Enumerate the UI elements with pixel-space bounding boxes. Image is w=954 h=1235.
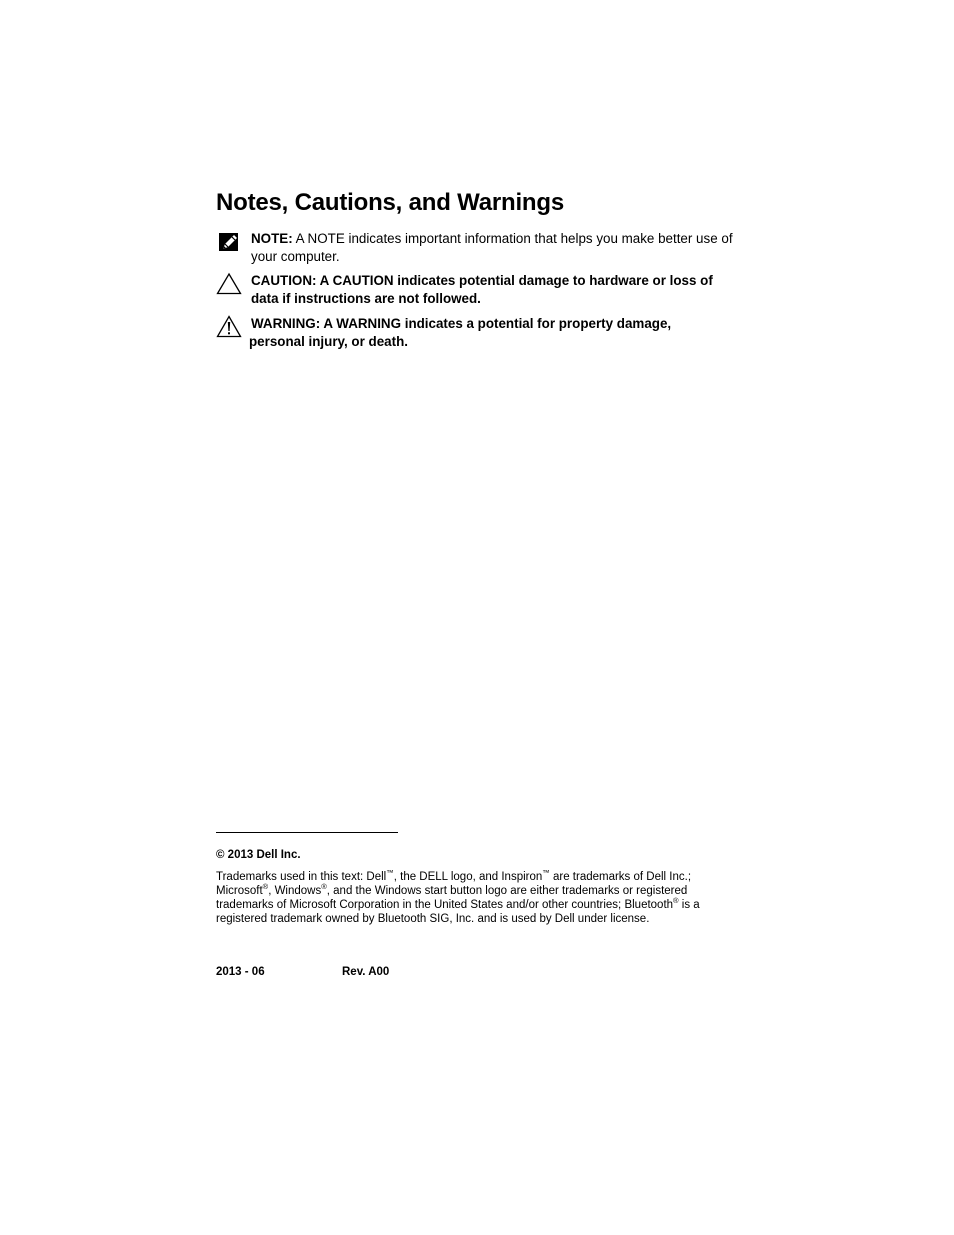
note-block [216, 230, 740, 265]
pencil-note-icon [216, 230, 242, 254]
reg-symbol: ® [673, 896, 679, 906]
tm-text-3: are trademarks of Dell Inc.; Microsoft [216, 871, 692, 897]
tm-text-2: , the DELL logo, and Inspiron [393, 871, 543, 883]
warning-triangle-icon [216, 315, 242, 339]
note-text [251, 230, 740, 265]
caution-triangle-icon [216, 272, 242, 296]
copyright: © 2013 Dell Inc. [216, 849, 301, 861]
caution-text: CAUTION: A CAUTION indicates potential damage to hardware or loss of data if instructions are not followed. [251, 273, 713, 306]
page-title: Notes, Cautions, and Warnings [216, 189, 565, 216]
footnote-divider [216, 832, 398, 833]
warning-text [251, 315, 740, 350]
tm-symbol: ™ [542, 868, 550, 878]
warning-line-1: WARNING: A WARNING indicates a potential for property damage, [251, 316, 672, 331]
revision-number: Rev. A00 [342, 966, 390, 978]
tm-text-1: Trademarks used in this text: Dell [216, 871, 387, 883]
trademarks-notice [216, 870, 744, 926]
reg-symbol: ® [321, 882, 327, 892]
revision-row [216, 966, 390, 978]
tm-symbol: ™ [386, 868, 394, 878]
reg-symbol: ® [262, 882, 269, 892]
tm-text-6: is a registered trademark owned by Bluetooth SIG, Inc. and is used by Dell under license. [216, 899, 700, 925]
publication-date: 2013 - 06 [216, 966, 265, 978]
tm-text-5: , and the Windows start button logo are either trademarks or registered trademarks of Microsoft Corporation in the United States and/or other countries; Bluetooth [216, 885, 688, 911]
warning-block [216, 315, 740, 350]
warning-line-2: personal injury, or death. [249, 333, 408, 349]
note-body: A NOTE indicates important information that helps you make better use of your computer. [251, 231, 733, 264]
note-label: NOTE: [251, 231, 293, 246]
tm-text-4: , Windows [268, 885, 322, 897]
caution-block [216, 272, 740, 307]
